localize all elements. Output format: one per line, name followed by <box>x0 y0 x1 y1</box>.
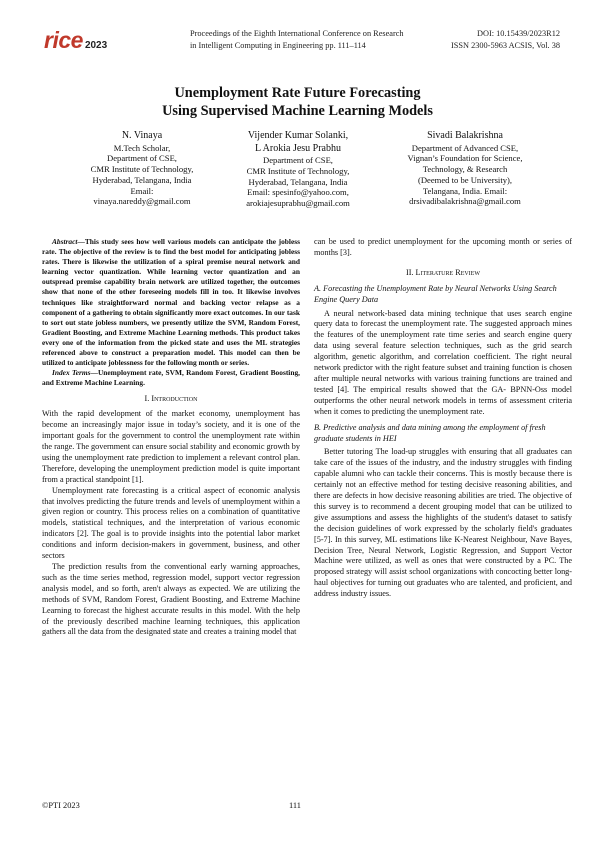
abstract-label: Abstract— <box>52 237 85 246</box>
left-column <box>42 237 300 638</box>
author-line: Technology, & Research <box>422 164 508 175</box>
header-doi: DOI: 10.15439/2023R12 <box>477 29 560 38</box>
header-proceedings: Proceedings of the Eighth International Conference on Research <box>190 29 404 38</box>
author-email: vinaya.nareddy@gmail.com <box>93 196 191 207</box>
page-number: 111 <box>289 801 301 810</box>
author-line: Department of Advanced CSE, <box>411 142 519 153</box>
abstract-text: This study sees how well various models can anticipate the jobless rate. The objective of the review is to find the best model for anticipating jobless rates. There is likewise the utilization of a spiral premise neural network and learning vector quantization. While learning vector quantization and an outspread premise capability brain network are utilized together, the outcomes show that none of the other foreseeing models fill in too. It likewise involves techniques like straightforward normal and backing vector relapse as a component of a gathering to obtain significantly more exact outcomes. In our task to sort out state jobless numbers, we presently utilize the SVM, Random Forest, Gradient Boosting, and Extreme Machine Learning methods. This product takes every one of the information from the picked state and uses the ML strategies referenced above to construct a preparation model. This model can then be utilized to anticipate joblessness for the following month or series. <box>42 237 300 368</box>
section-heading-literature-review: II. Literature Review <box>405 267 481 277</box>
intro-paragraph: The prediction results from the conventional early warning approaches, such as the time series method, regression model, support vector regression analysis model, and so forth, aren't always as expected. We are utilizing the methods of SVM, Random Forest, Gradient Boosting, and Extreme Machine Learning to forecast the highest accurate results in this model. With the help of the previously described machine learning techniques, this application gathers all the data from the designated state and creates a training model that <box>42 562 300 637</box>
author-email: arokiajesuprabhu@gmail.com <box>246 198 350 209</box>
index-terms <box>42 368 300 388</box>
subsection-heading-a: A. Forecasting the Unemployment Rate by Neural Networks Using Search Engine Query Data <box>314 283 557 304</box>
paper-title <box>60 84 535 120</box>
subsection-heading-b: B. Predictive analysis and data mining among the employment of fresh graduate students in HEI <box>314 422 546 443</box>
author-email: drsivadibalakrishna@gmail.com <box>409 196 521 207</box>
author-line: Department of CSE, <box>107 153 177 164</box>
header-pages: in Intelligent Computing in Engineering pp. 111–114 <box>190 41 366 50</box>
author-line: Vignan’s Foundation for Science, <box>407 153 523 164</box>
author-line: (Deemed to be University), <box>417 174 513 185</box>
author-line: Hyderabad, Telangana, India <box>248 176 348 187</box>
subsection-a-paragraph: A neural network-based data mining technique that uses search engine query data to forecast the unemployment rate. The suggested approach mines the features of the unemployment rate time series and search engine query data using several feature selection techniques, such as the grid search algorithm, genetic algorithm, and correlation coefficient. The right neural network predictor with the right feature subset and training function is chosen after multiple neural networks with various training functions are trained and tested [4]. The empirical results showed that the GA- BPNN-Oss model outperforms the other neural network models in terms of assessment criteria when it comes to predicting the unemployment rate. <box>314 308 572 416</box>
section-heading-introduction: I. Introduction <box>144 394 198 404</box>
author-line: Email: <box>130 185 154 196</box>
author-line: Hyderabad, Telangana, India <box>92 174 192 185</box>
author-name: Sivadi Balakrishna <box>427 130 503 141</box>
logo-year: 2023 <box>84 40 108 51</box>
title-line-1: Unemployment Rate Future Forecasting <box>174 85 421 101</box>
footer-copyright: ©PTI 2023 <box>42 801 80 810</box>
author-email: Email: spesinfo@yahoo.com, <box>247 187 349 198</box>
index-terms-label: Index Terms— <box>52 368 98 378</box>
title-line-2: Using Supervised Machine Learning Models <box>162 103 433 119</box>
author-name: Vijender Kumar Solanki, <box>247 130 349 141</box>
author-line: Telangana, India. Email: <box>422 185 508 196</box>
author-line: M.Tech Scholar, <box>113 142 171 153</box>
continuation-paragraph: can be used to predict unemployment for the upcoming month or series of months [3]. <box>314 237 572 257</box>
author-name: L Arokia Jesu Prabhu <box>254 142 341 154</box>
right-column <box>314 237 572 600</box>
intro-paragraph: With the rapid development of the market economy, unemployment has become an increasingly major issue in today’s society, and it is one of the important goals for the government to control the unemployment rate within the range. The government can ensure social stability and economic growth by using the unemployment rate prediction to implement a relevant control plan. Therefore, developing the unemployment prediction model is quite important from a practical standpoint [1]. <box>42 409 300 484</box>
intro-paragraph: Unemployment rate forecasting is a critical aspect of economic analysis that involves predicting the future trends and levels of unemployment within a given region or country. This process relies on a combination of quantitative models, statistical techniques, and the interpretation of various economic indicators [2]. The goal is to provide insights into the potential labor market conditions and inform decision-makers in government, business, and other sectors <box>42 485 300 561</box>
author-line: CMR Institute of Technology, <box>246 165 350 176</box>
running-header <box>190 28 560 52</box>
author-line: Department of CSE, <box>263 155 333 165</box>
author-block-3 <box>365 130 565 207</box>
conference-logo <box>44 27 107 54</box>
author-line: CMR Institute of Technology, <box>90 164 194 175</box>
index-terms-text: Unemployment rate, SVM, Random Forest, Gradient Boosting, and Extreme Machine Learning. <box>42 368 300 388</box>
abstract <box>42 237 300 368</box>
logo-text: rice <box>44 27 83 53</box>
header-issn: ISSN 2300-5963 ACSIS, Vol. 38 <box>451 41 560 50</box>
author-name: N. Vinaya <box>121 130 163 141</box>
subsection-b-paragraph: Better tutoring The load-up struggles with ensuring that all graduates can take care of the issues of the industry, and the industry struggles with finding capable alumni who can tackle their concerns. This is mostly because there is certainly not an effective method for testing decisive reasoning abilities, and there are defects in how decisive reasoning abilities are tried. The objective of this survey is to recommend a decent grouping model that can be utilized to give assumptions and assess the highlights of the student's dataset to satisfy the decision guidelines of work expressed by the scholarly field's graduates [5-7]. In this survey, ML estimations like K-Nearest Neighbour, Nave Bayes, Decision Tree, Neural Network, Logistic Regression, and Support Vector Machine were utilized, as well as ones that were constructed by a PC. The proposed strategy will assist school organizations with concocting better long-haul objectives for turning out graduates who are talented, and proficient, and address industry issues. <box>314 447 572 599</box>
